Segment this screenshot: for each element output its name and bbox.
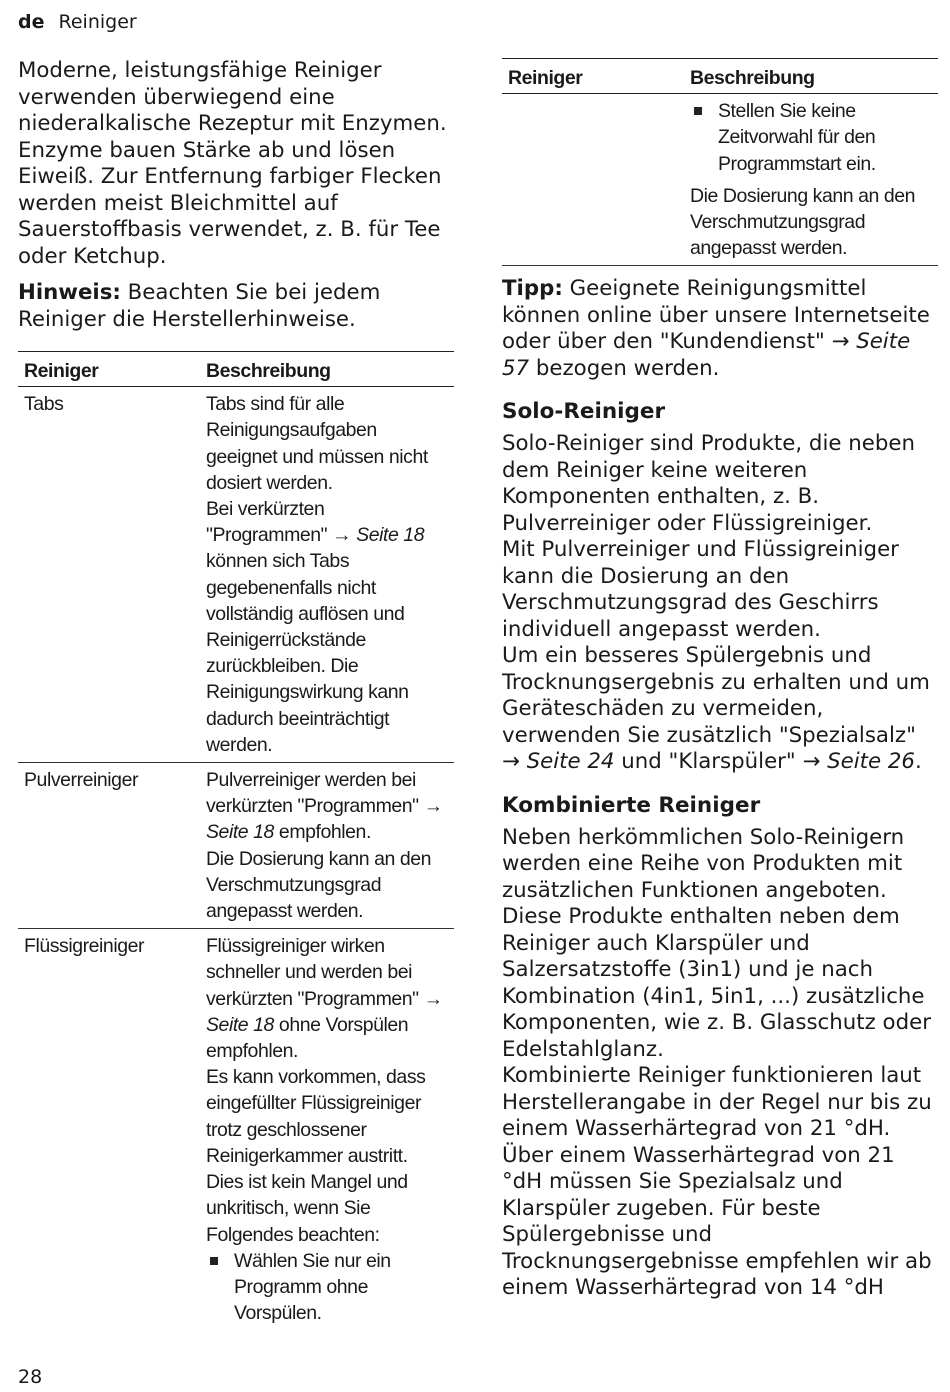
desc-segment: Bei verkürzten "Programmen" → [206,498,357,547]
table-header-row [18,352,454,387]
note-label: Hinweis: [18,280,121,305]
bullet-list [206,1248,448,1327]
desc-segment: Flüssigreiniger wirken schneller und werden bei verkürzten "Programmen" → [206,935,443,1010]
desc-segment: empfohlen. [273,821,371,844]
cell-name: Pulverreiniger [18,763,192,929]
solo-paragraph-1: Solo-Reiniger sind Produkte, die neben dem Reiniger keine weiteren Komponenten enthalten, z. B. Pulverreiniger oder Flüssigreiniger. [502,431,915,536]
table-header-row [502,59,938,94]
bullet-item: Stellen Sie keine Zeitvorwahl für den Programmstart ein. [690,98,932,177]
column-header-beschreibung: Beschreibung [192,352,454,387]
heading-kombinierte-reiniger: Kombinierte Reiniger [502,792,761,818]
bullet-item: Wählen Sie nur ein Programm ohne Vorspülen. [206,1248,448,1327]
heading-solo-reiniger: Solo-Reiniger [502,399,666,425]
desc-text [206,933,448,1064]
left-column [18,58,454,1330]
right-column [502,58,938,1302]
cell-description [192,763,454,929]
desc-segment: können sich Tabs gegebenenfalls nicht vollständig auflösen und Reinigerrückstände zurückbleiben. Die Reinigungswirkung kann dadurch beeinträchtigt werden. [206,550,409,756]
cleaner-table-continued [502,58,938,266]
solo-segment: Um ein besseres Spülergebnis und Trocknungsergebnis zu erhalten und um Geräteschäden zu vermeiden, verwenden Sie zusätzlich "Spezialsalz" → [502,643,930,775]
page-link[interactable]: Seite 18 [206,821,274,844]
page-link[interactable]: Seite 24 [526,749,615,775]
table-row-pulverreiniger [18,763,454,929]
solo-segment: . [914,749,922,775]
column-header-beschreibung: Beschreibung [676,59,938,94]
cell-description [192,929,454,1331]
cell-name: Flüssigreiniger [24,935,145,958]
desc-text [206,767,448,846]
note-text: Beachten Sie bei jedem Reiniger die Herstellerhinweise. [18,280,381,332]
bullet-list [690,98,932,177]
column-header-reiniger: Reiniger [18,352,192,387]
table-row-fluessigreiniger [18,929,454,1331]
column-header-reiniger: Reiniger [502,59,676,94]
cell-description [676,94,938,266]
page-link[interactable]: Seite 18 [206,1013,274,1036]
cell-name: Tabs [18,387,192,763]
page-number: 28 [18,1366,43,1388]
desc-text: Tabs sind für alle Reinigungsaufgaben geeignet und müssen nicht dosiert werden. [206,393,428,494]
tip-label: Tipp: [502,276,563,302]
page-header [18,8,137,36]
note-paragraph [18,280,454,333]
tip-segment: bezogen werden. [529,355,720,381]
solo-paragraph-2: Mit Pulverreiniger und Flüssigreiniger kann die Dosierung an den Verschmutzungsgrad des Geschirrs individuell angepasst werden. [502,537,899,642]
kombi-paragraph-1: Neben herkömmlichen Solo-Reinigern werden eine Reihe von Produkten mit zusätzlichen Funktionen angeboten. Diese Produkte enthalten neben dem Reiniger auch Klarspüler und Salzersatzstoffe (3in1) und je nach Kombination (4in1, 5in1, ...) zusätzliche Komponenten, wie z. B. Glasschutz oder Edelstahlglanz. [502,824,931,1062]
desc-segment: Pulverreiniger werden bei verkürzten "Programmen" → [206,769,443,818]
page-link[interactable]: Seite 26 [827,749,915,775]
desc-segment: ohne Vorspülen empfohlen. [206,1013,409,1063]
section-title: Reiniger [58,11,137,33]
language-code: de [18,11,45,33]
desc-text: Es kann vorkommen, dass eingefüllter Flüssigreiniger trotz geschlossener Reinigerkammer austritt. Dies ist kein Mangel und unkritisch, wenn Sie Folgendes beachten: [206,1066,426,1246]
solo-segment: und "Klarspüler" → [614,749,828,775]
page-link[interactable]: Seite 57 [502,329,911,381]
cleaner-table [18,351,454,1330]
kombi-paragraph-2: Kombinierte Reiniger funktionieren laut Herstellerangabe in der Regel nur bis zu einem Wasserhärtegrad von 21 °dH. Über einem Wasserhärtegrad von 21 °dH müssen Sie Spezialsalz und Klarspüler zugeben. Für beste Spülergebnisse und Trocknungsergebnisse empfehlen wir ab einem Wasserhärtegrad von 14 °dH [502,1063,932,1301]
solo-paragraph-3 [502,643,938,776]
table-row-fluessigreiniger-continued [502,94,938,266]
page-link[interactable]: Seite 18 [356,524,425,547]
desc-text: Die Dosierung kann an den Verschmutzungsgrad angepasst werden. [206,847,432,923]
cell-name [502,94,676,266]
cell-description [192,387,454,763]
tip-paragraph [502,276,938,382]
intro-paragraph: Moderne, leistungsfähige Reiniger verwenden überwiegend eine niederalkalische Rezeptur mit Enzymen. Enzyme bauen Stärke ab und lösen Eiweiß. Zur Entfernung farbiger Flecken werden meist Bleichmittel auf Sauerstoffbasis verwendet, z. B. für Tee oder Ketchup. [18,58,447,269]
table-row-tabs [18,387,454,763]
tip-segment: Geeignete Reinigungsmittel können online über unsere Internetseite oder über den "Kundendienst" → [502,276,930,355]
desc-text [206,496,448,758]
desc-text: Die Dosierung kann an den Verschmutzungsgrad angepasst werden. [690,184,916,260]
